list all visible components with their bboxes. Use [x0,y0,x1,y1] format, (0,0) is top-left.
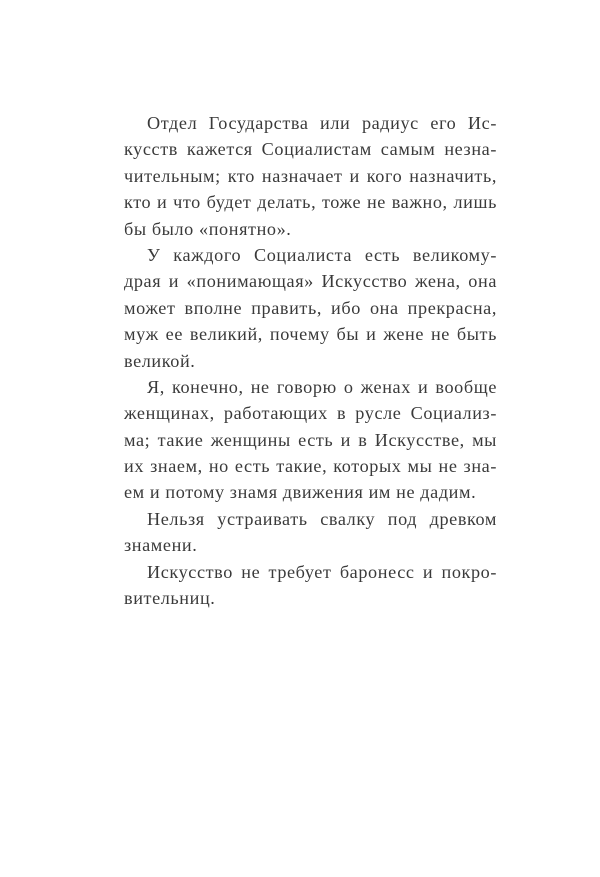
text-line: знамени. [124,535,198,556]
text-line: муж ее великий, почему бы и жене не быть [124,324,497,345]
paragraph [124,110,497,242]
text-line: чительным; кто назначает и кого назначить, [124,165,497,186]
text-line: Я, конечно, не говорю о женах и вообще [147,376,497,397]
text-line: кусств кажется Социалистам самым незна- [124,139,497,160]
text-line: вительниц. [124,588,216,609]
page-body-text [124,110,497,611]
text-line: кто и что будет делать, тоже не важно, лишь [124,192,497,213]
text-line: Отдел Государства или радиус его Ис- [147,113,497,133]
paragraph [124,559,497,612]
paragraph [124,506,497,559]
paragraph [124,374,497,506]
text-line: У каждого Социалиста есть великому- [147,244,497,265]
text-line: их знаем, но есть такие, которых мы не зна- [124,456,497,477]
text-line: великой. [124,350,196,371]
paragraph [124,242,497,374]
text-line: может вполне править, ибо она прекрасна, [124,297,497,318]
text-line: Искусство не требует баронесс и покро- [147,561,497,582]
text-line: бы было «понятно». [124,218,292,239]
text-line: драя и «понимающая» Искусство жена, она [124,271,497,292]
text-line: ма; такие женщины есть и в Искусстве, мы [124,429,497,450]
text-line: женщинах, работающих в русле Социализ- [124,403,497,424]
text-line: ем и потому знамя движения им не дадим. [124,482,477,503]
text-line: Нельзя устраивать свалку под древком [147,508,497,529]
